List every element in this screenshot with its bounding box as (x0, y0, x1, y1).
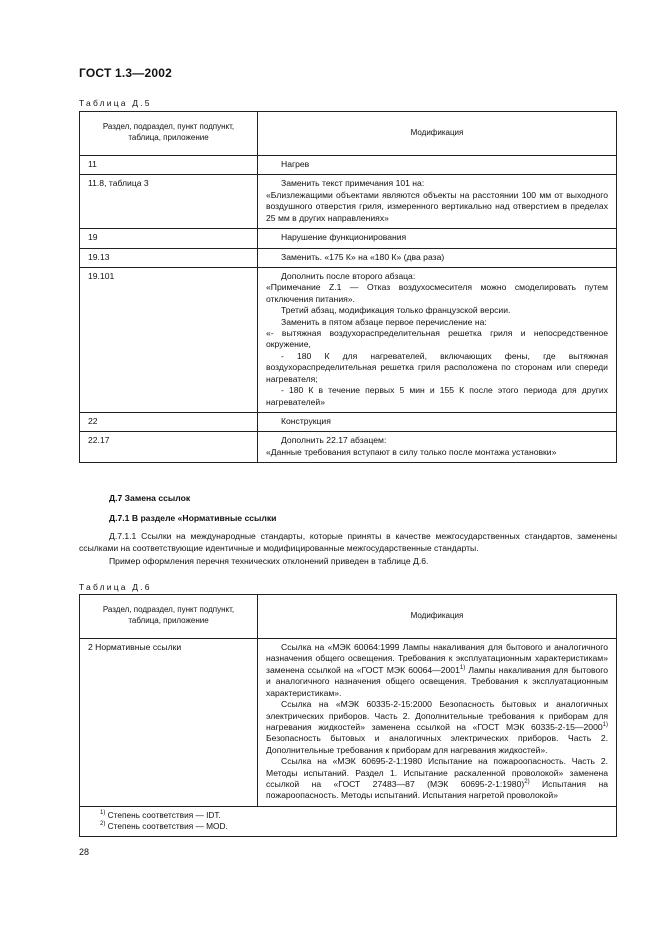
table-row (80, 413, 617, 432)
page-number: 28 (79, 847, 90, 857)
row-line: Дополнить после второго абзаца: (281, 270, 416, 281)
row-line: Заменить в пятом абзаце первое перечисление на: (281, 316, 487, 327)
row-line (266, 699, 608, 756)
row-line: Дополнить 22.17 абзацем: (281, 435, 387, 446)
row-content (258, 156, 617, 175)
text-run: Ссылка на «МЭК 60695-2-1:1980 Испытание на пожароопасность. Часть 2. Методы испытаний. Раздел 1. Испытание раскаленной проволокой» заменена ссылкой на «ГОСТ 27483—87 (МЭК 60695-2-1:1980) (266, 756, 608, 790)
row-line: Конструкция (281, 416, 331, 427)
table-row (80, 639, 617, 807)
footnote (100, 810, 608, 821)
table-row (80, 229, 617, 248)
column-header-section: Раздел, подраздел, пункт подпункт, таблица, приложение (80, 595, 258, 639)
row-content (258, 175, 617, 229)
text-run: Ссылка на «МЭК 60335-2-15:2000 Безопасность бытовых и аналогичных электрических приборов. Часть 2. Дополнительные требования к приборам для нагревания жидкостей» заменена ссылкой на «ГОСТ МЭК 60335-2-15—2000 (266, 699, 608, 732)
text-run: Испытания на пожароопасность. Методы испытаний. Испытания нагретой проволокой» (266, 779, 608, 801)
row-ref: 11.8, таблица 3 (80, 175, 258, 229)
table-d5 (79, 111, 617, 463)
table-row (80, 432, 617, 463)
column-header-modification: Модификация (258, 595, 617, 639)
footnote (100, 821, 608, 832)
row-ref: 19 (80, 229, 258, 248)
paragraph-text: Пример оформления перечня технических отклонений приведен в таблице Д.6. (109, 555, 429, 566)
section-heading-d71: Д.7.1 В разделе «Нормативные ссылки (109, 513, 277, 523)
table-header-row (80, 112, 617, 156)
paragraph (79, 530, 617, 567)
row-line: «Данные требования вступают в силу только после монтажа установки» (266, 446, 557, 457)
row-line: - 180 К для нагревателей, включающих фены, где вытяжная воздухораспределительная решетка гриля расположена по сторонам или спереди нагревателя; (266, 350, 608, 384)
row-ref: 19.13 (80, 248, 258, 267)
footnote-mark: 2) (524, 779, 530, 786)
footnote-text: Степень соответствия — MOD. (105, 820, 228, 831)
row-content (258, 248, 617, 267)
row-ref: 22 (80, 413, 258, 432)
table-row (80, 156, 617, 175)
table-row (80, 267, 617, 412)
text-run: Ссылка на «МЭК 60064:1999 Лампы накаливания для бытового и аналогичного назначения общего освещения. Требования к эксплуатационным характеристикам» заменена ссылкой на «ГОСТ МЭК 60064—2001 (266, 642, 608, 675)
table-row (80, 175, 617, 229)
table-row (80, 248, 617, 267)
row-line: - 180 К в течение первых 5 мин и 155 К после этого периода для других нагревателей» (266, 385, 608, 407)
row-line: Нарушение функционирования (281, 232, 407, 243)
row-line: «Близлежащими объектами являются объекты на расстоянии 100 мм от выходного воздушного отверстия гриля, измеренного вертикально над отверстием в пределах 25 мм в других направлениях» (266, 189, 608, 223)
row-line: «Примечание Z.1 — Отказ воздухосмесителя можно смоделировать путем отключения питания». (266, 282, 608, 304)
table-d6 (79, 594, 617, 837)
page-header: ГОСТ 1.3—2002 (79, 66, 172, 80)
row-line: Заменить текст примечания 101 на: (281, 178, 425, 189)
row-content (258, 413, 617, 432)
row-line (266, 756, 608, 802)
row-content (258, 639, 617, 807)
footnote-mark: 1) (602, 722, 608, 729)
row-content (258, 229, 617, 248)
footnote-text: Степень соответствия — IDT. (105, 809, 221, 820)
footnote-mark: 1) (100, 810, 106, 817)
paragraph-text: Д.7.1.1 Ссылки на международные стандарты, которые приняты в качестве межгосударственных стандартов, заменены ссылками на соответствующие идентичные и модифицированные межгосударственные стандарты. (79, 531, 617, 554)
footnote-row (80, 806, 617, 836)
row-ref: 11 (80, 156, 258, 175)
footnotes (80, 806, 617, 836)
row-line: Заменить. «175 К» на «180 К» (два раза) (281, 251, 445, 262)
footnote-mark: 1) (459, 664, 466, 671)
table-d5-caption: Таблица Д.5 (79, 98, 152, 108)
row-line: Нагрев (281, 159, 310, 169)
row-ref: 19.101 (80, 267, 258, 412)
column-header-modification: Модификация (258, 112, 617, 156)
row-line: «- вытяжная воздухораспределительная решетка гриля и непосредственное окружение, (266, 328, 608, 350)
text-run: Лампы накаливания для бытового и аналогичного назначения общего освещения. Требования к эксплуатационным характеристикам». (266, 664, 608, 698)
column-header-section: Раздел, подраздел, пункт подпункт, таблица, приложение (80, 112, 258, 156)
row-content (258, 432, 617, 463)
footnote-mark: 2) (100, 821, 106, 828)
text-run: Безопасность бытовых и аналогичных электрических приборов. Часть 2. Дополнительные требования к приборам для нагревания жидкостей». (266, 733, 608, 755)
row-ref: 22.17 (80, 432, 258, 463)
row-ref: 2 Нормативные ссылки (80, 639, 258, 807)
row-line: Третий абзац, модификация только французской версии. (281, 305, 511, 316)
table-header-row (80, 595, 617, 639)
table-d6-caption: Таблица Д.6 (79, 582, 152, 592)
row-line (266, 642, 608, 699)
section-heading-d7: Д.7 Замена ссылок (109, 493, 191, 503)
row-content (258, 267, 617, 412)
